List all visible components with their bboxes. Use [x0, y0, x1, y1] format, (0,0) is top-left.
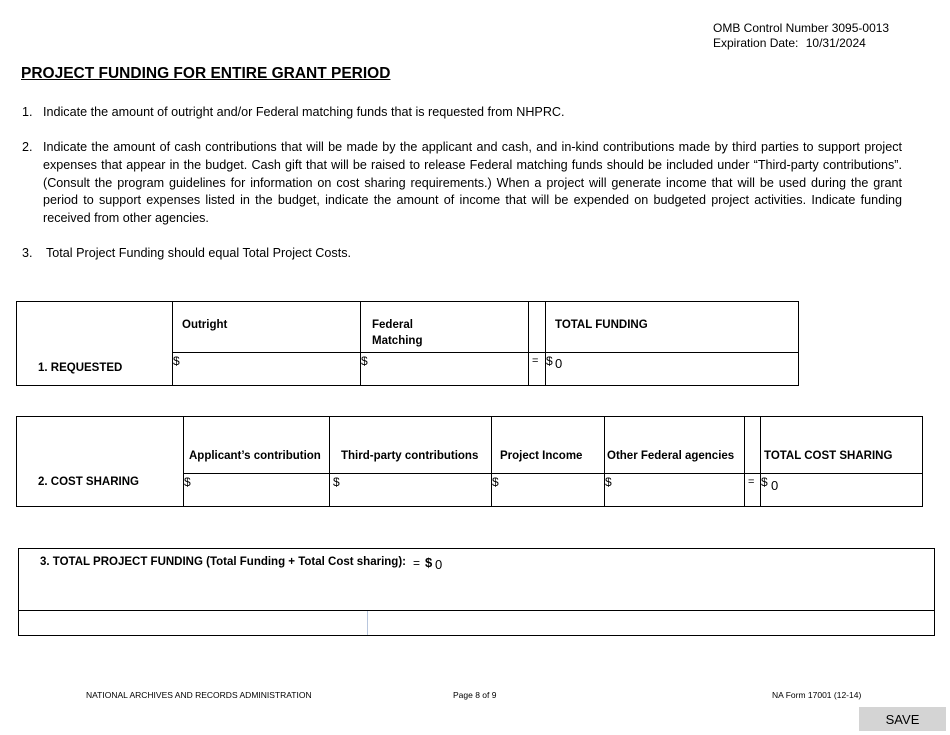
- footer-form: NA Form 17001 (12-14): [772, 690, 862, 700]
- outright-field[interactable]: [172, 352, 361, 386]
- outright-header-cell: [172, 301, 361, 353]
- project-income-field[interactable]: [491, 473, 605, 507]
- currency-symbol: $: [361, 354, 368, 368]
- equals-sign: =: [748, 476, 755, 488]
- expiration-label: Expiration Date:: [713, 36, 799, 50]
- total-cost-sharing-value: 0: [771, 478, 779, 493]
- outright-header: Outright: [182, 319, 228, 331]
- project-income-header: Project Income: [500, 450, 583, 462]
- total-funding-header-cell: [545, 301, 799, 353]
- equals-header-cell: [528, 301, 546, 353]
- total-project-funding-box: [18, 548, 935, 611]
- instruction-number: 3.: [22, 246, 33, 260]
- instruction-number: 2.: [22, 140, 33, 154]
- expiration-date: [713, 36, 889, 51]
- applicant-header: Applicant’s contribution: [189, 450, 321, 462]
- total-project-funding-label: 3. TOTAL PROJECT FUNDING (Total Funding + Total Cost sharing):: [40, 556, 406, 568]
- equals-sign: =: [532, 355, 539, 367]
- omb-control-number: OMB Control Number 3095-0013: [713, 21, 890, 35]
- other-federal-header: Other Federal agencies: [607, 450, 735, 462]
- total-funding-field[interactable]: [545, 352, 799, 386]
- total-funding-header: TOTAL FUNDING: [555, 319, 648, 331]
- omb-block: [713, 21, 889, 51]
- cost-sharing-row-label: 2. COST SHARING: [38, 476, 139, 488]
- currency-symbol: $: [492, 475, 499, 489]
- equals-cell: [744, 473, 761, 507]
- footer-page: Page 8 of 9: [453, 690, 497, 700]
- applicant-header-cell: [183, 416, 330, 474]
- project-income-header-cell: [491, 416, 605, 474]
- currency-symbol: $: [605, 475, 612, 489]
- requested-label-cell: [16, 301, 173, 386]
- cost-sharing-label-cell: [16, 416, 184, 507]
- instruction-text: Indicate the amount of outright and/or Federal matching funds that is requested from NHPRC.: [43, 105, 565, 119]
- page-title: PROJECT FUNDING FOR ENTIRE GRANT PERIOD: [21, 65, 391, 82]
- federal-matching-header-cell: [360, 301, 529, 353]
- total-cost-sharing-field[interactable]: [760, 473, 923, 507]
- equals-sign: =: [413, 556, 421, 570]
- blank-field-left[interactable]: [18, 610, 368, 636]
- instruction-text: Indicate the amount of cash contributions that will be made by the applicant and cash, and in-kind contributions made by third parties to support project expenses that appear in the budget. Cash gift that will be raised to release Federal matching funds should be included under “Third-party contributions”. (Consult the program guidelines for information on cost sharing requirements.) When a project will generate income that will be used during the grant period to support expenses listed in the budget, indicate the amount of income that will be expended on budgeted project activities. Indicate funding received from other agencies.: [43, 140, 902, 226]
- requested-row-label: 1. REQUESTED: [38, 362, 123, 374]
- total-project-funding-value[interactable]: 0: [435, 557, 443, 572]
- total-cost-sharing-header: TOTAL COST SHARING: [764, 450, 893, 462]
- applicant-contribution-field[interactable]: [183, 473, 330, 507]
- instruction-text: Total Project Funding should equal Total Project Costs.: [46, 246, 351, 260]
- expiration-value: 10/31/2024: [805, 36, 866, 50]
- currency-symbol: $: [173, 354, 180, 368]
- equals-cell: [528, 352, 546, 386]
- instruction-3: [22, 245, 902, 263]
- save-button[interactable]: SAVE: [859, 707, 946, 731]
- currency-symbol: $: [425, 555, 433, 570]
- currency-symbol: $: [184, 475, 191, 489]
- instruction-2: [22, 139, 902, 228]
- federal-matching-header: Federal Matching: [372, 319, 423, 347]
- currency-symbol: $: [333, 475, 340, 489]
- blank-field-right[interactable]: [367, 610, 935, 636]
- other-federal-agencies-field[interactable]: [604, 473, 745, 507]
- footer-agency: NATIONAL ARCHIVES AND RECORDS ADMINISTRATION: [86, 690, 312, 700]
- third-party-contributions-field[interactable]: [329, 473, 492, 507]
- currency-symbol: $: [761, 475, 768, 489]
- third-party-header-cell: [329, 416, 492, 474]
- third-party-header: Third-party contributions: [341, 450, 479, 462]
- instruction-number: 1.: [22, 105, 33, 119]
- other-federal-header-cell: [604, 416, 745, 474]
- instruction-1: [22, 104, 902, 122]
- federal-matching-field[interactable]: [360, 352, 529, 386]
- total-cost-sharing-header-cell: [760, 416, 923, 474]
- equals-header-cell: [744, 416, 761, 474]
- currency-symbol: $: [546, 354, 553, 368]
- total-funding-value: 0: [555, 356, 563, 371]
